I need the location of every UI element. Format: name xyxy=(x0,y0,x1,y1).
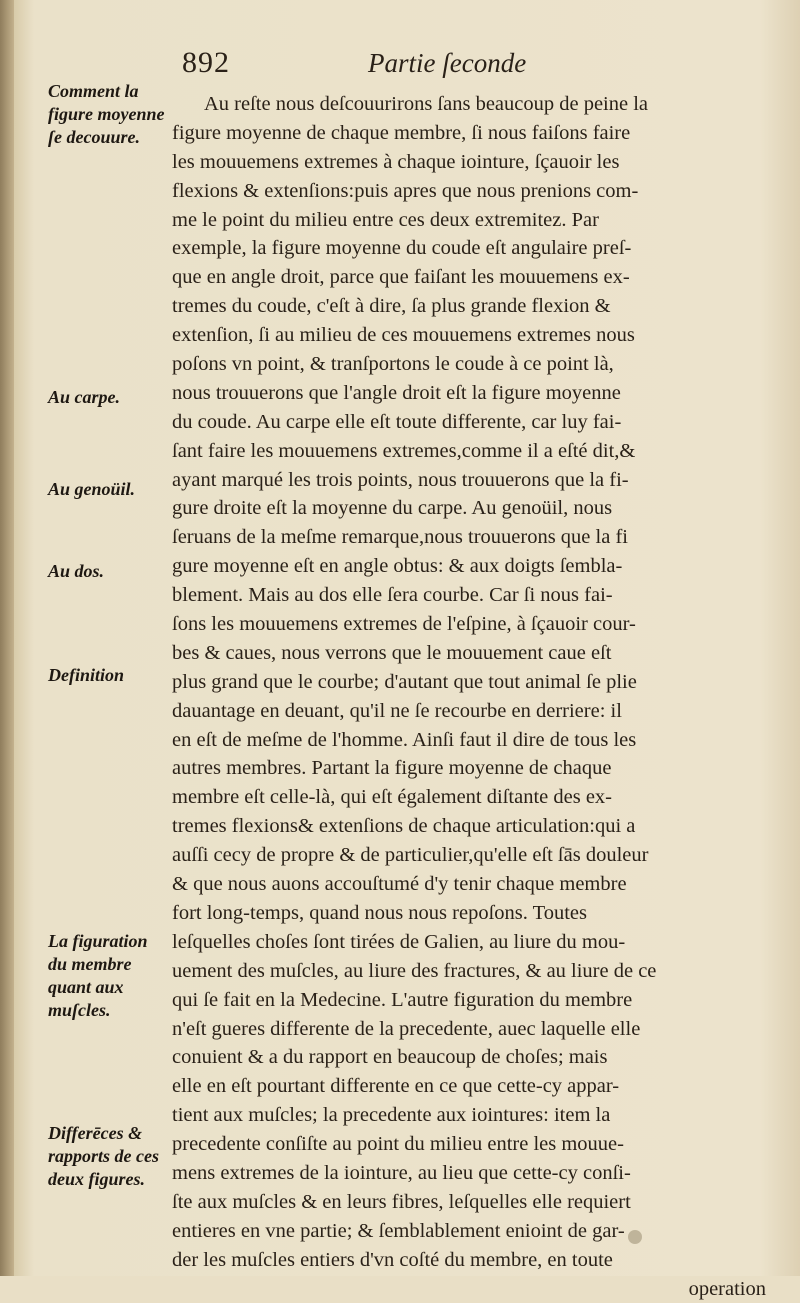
text-line: nous trouuerons que l'angle droit eſt la figure moyenne xyxy=(172,381,621,404)
page-number: 892 xyxy=(182,46,230,79)
text-line: extenſion, ſi au milieu de ces mouuemens extremes nous xyxy=(172,324,635,347)
text-line: poſons vn point, & tranſportons le coude à ce point là, xyxy=(172,353,614,376)
body-text xyxy=(172,90,766,1303)
margin-note: Au genoüil. xyxy=(48,479,136,499)
text-line: autres membres. Partant la figure moyenne de chaque xyxy=(172,757,612,780)
binding-gutter xyxy=(0,0,14,1276)
text-line: flexions & extenſions:puis apres que nous prenions com- xyxy=(172,179,639,202)
text-line: dauantage en deuant, qu'il ne ſe recourbe en derriere: il xyxy=(172,699,622,722)
text-line: elle en eſt pourtant differente en ce que cette-cy appar- xyxy=(172,1075,620,1098)
text-line: me le point du milieu entre ces deux extremitez. Par xyxy=(172,208,599,231)
text-line: tient aux muſcles; la precedente aux iointures: item la xyxy=(172,1104,611,1127)
margin-note: Differēces & rapports de ces deux figures. xyxy=(48,1123,159,1189)
text-line: figure moyenne de chaque membre, ſi nous faiſons faire xyxy=(172,121,631,144)
running-title: Partie ſeconde xyxy=(368,48,527,78)
text-line: entieres en vne partie; & ſemblablement enioint de gar- xyxy=(172,1219,625,1242)
text-line: uement des muſcles, au liure des fractures, & au liure de ce xyxy=(172,959,657,982)
text-line: ſant faire les mouuemens extremes,comme il a eſté dit,& xyxy=(172,439,636,462)
text-line: leſquelles choſes ſont tirées de Galien, au liure du mou- xyxy=(172,930,626,953)
text-line: ayant marqué les trois points, nous trouuerons que la fi- xyxy=(172,468,629,491)
text-line: conuient & a du rapport en beaucoup de choſes; mais xyxy=(172,1046,608,1069)
text-line: auſſi cecy de propre & de particulier,qu'elle eſt ſās douleur xyxy=(172,844,649,867)
margin-note: La figuration du membre quant aux muſcles. xyxy=(48,931,148,1020)
text-line: bes & caues, nous verrons que le mouuement caue eſt xyxy=(172,641,612,664)
text-line: en eſt de meſme de l'homme. Ainſi faut il dire de tous les xyxy=(172,728,637,751)
margin-note: Au dos. xyxy=(48,561,105,581)
text-line: qui ſe fait en la Medecine. L'autre figuration du membre xyxy=(172,988,633,1011)
text-line: Au reſte nous deſcouurirons ſans beaucoup de peine la xyxy=(204,93,649,115)
text-line: gure droite eſt la moyenne du carpe. Au genoüil, nous xyxy=(172,497,613,520)
text-line: tremes flexions& extenſions de chaque articulation:qui a xyxy=(172,815,636,838)
margin-note: Comment la figure moyenne ſe decouure. xyxy=(48,81,165,147)
text-line: mens extremes de la iointure, au lieu que cette-cy conſi- xyxy=(172,1161,631,1184)
text-line: que en angle droit, parce que faiſant les mouuemens ex- xyxy=(172,266,630,289)
text-line: du coude. Au carpe elle eſt toute differente, car luy fai- xyxy=(172,410,622,433)
text-line: membre eſt celle-là, qui eſt également diſtante des ex- xyxy=(172,786,612,809)
catchword: operation xyxy=(688,1277,766,1300)
text-line: n'eſt gueres differente de la precedente, auec laquelle elle xyxy=(172,1017,641,1040)
margin-note: Au carpe. xyxy=(48,387,120,407)
text-line: & que nous auons accouſtumé d'y tenir chaque membre xyxy=(172,873,627,896)
text-line: exemple, la figure moyenne du coude eſt angulaire preſ- xyxy=(172,237,632,260)
margin-note: Definition xyxy=(48,665,125,685)
text-line: blement. Mais au dos elle ſera courbe. Car ſi nous fai- xyxy=(172,584,613,607)
text-line: der les muſcles entiers d'vn coſté du membre, en toute xyxy=(172,1248,613,1271)
text-line: precedente conſiſte au point du milieu entre les mouue- xyxy=(172,1133,624,1156)
ink-stain xyxy=(628,1230,642,1244)
text-line: ſeruans de la meſme remarque,nous trouuerons que la fi xyxy=(172,526,628,549)
text-line: tremes du coude, c'eſt à dire, ſa plus grande flexion & xyxy=(172,295,611,318)
text-line: les mouuemens extremes à chaque iointure, ſçauoir les xyxy=(172,150,620,173)
text-line: gure moyenne eſt en angle obtus: & aux doigts ſembla- xyxy=(172,555,623,578)
text-line: ſte aux muſcles & en leurs fibres, leſquelles elle requiert xyxy=(172,1190,631,1213)
text-line: fort long-temps, quand nous nous repoſons. Toutes xyxy=(172,901,587,924)
text-line: ſons les mouuemens extremes de l'eſpine, à ſçauoir cour- xyxy=(172,613,636,636)
text-line: plus grand que le courbe; d'autant que tout animal ſe plie xyxy=(172,670,637,693)
